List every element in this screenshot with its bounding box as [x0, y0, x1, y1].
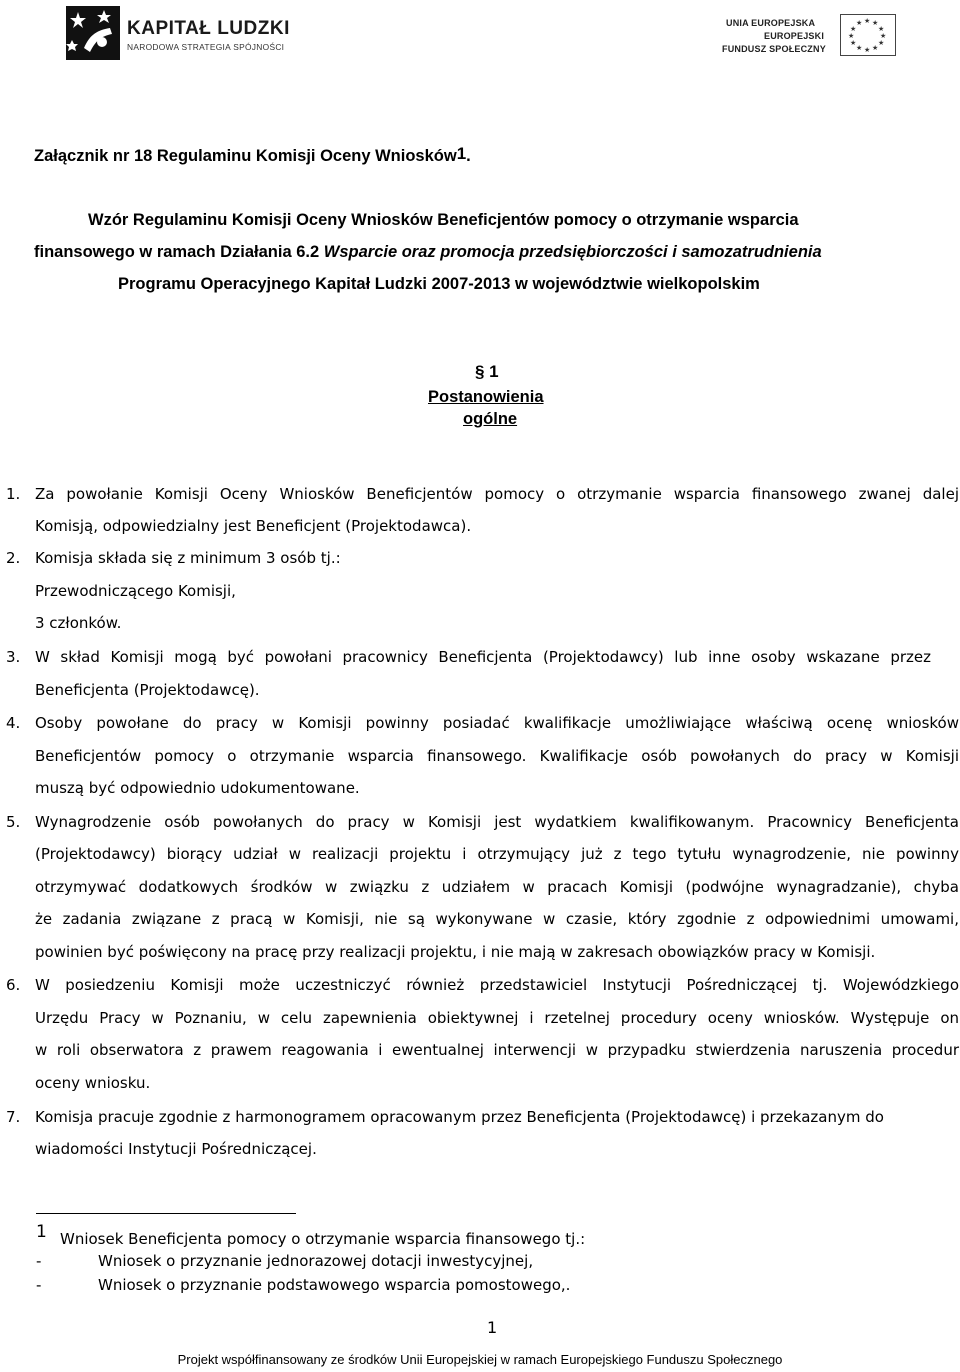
heading-line-1: Wzór Regulaminu Komisji Oceny Wniosków Beneficjentów pomocy o otrzymanie wsparcia	[88, 211, 799, 229]
footnote-bullet: Wniosek o przyznanie jednorazowej dotacji inwestycyjnej,	[98, 1252, 534, 1270]
logo-name: KAPITAŁ LUDZKI	[127, 18, 290, 39]
item-line: Wynagrodzenie osób powołanych do pracy w Komisji jest wydatkiem kwalifikowanym. Pracownicy Beneficjenta	[35, 813, 959, 831]
item-number: 6.	[6, 976, 21, 994]
item-number: 1.	[6, 485, 21, 503]
item-line: (Projektodawcy) biorący udział w realizacji projektu i otrzymujący już z tego tytułu wynagrodzenie, nie powinny	[35, 845, 959, 863]
footnote-mark: 1	[36, 1222, 47, 1242]
item-line: otrzymywać dodatkowych środków w związku z udziałem w pracach Komisji (podwójne wynagradzanie), chyba	[35, 878, 959, 896]
attachment-title	[34, 146, 471, 166]
footnote-dash: -	[36, 1252, 42, 1270]
footnote-intro: Wniosek Beneficjenta pomocy o otrzymanie wsparcia finansowego tj.:	[60, 1230, 586, 1248]
item-line: Komisją, odpowiedzialny jest Beneficjent (Projektodawca).	[35, 517, 472, 535]
page-number: 1	[487, 1318, 498, 1337]
attachment-title-text: Załącznik nr 18 Regulaminu Komisji Oceny Wniosków	[34, 147, 457, 165]
kapital-ludzki-emblem-icon	[64, 4, 122, 62]
item-line: Beneficjenta (Projektodawcę).	[35, 681, 260, 699]
item-line: powinien być poświęcony na pracę przy realizacji projektu, i nie mają w zakresach obowiązków pracy w Komisji.	[35, 943, 876, 961]
item-line: oceny wniosku.	[35, 1074, 151, 1092]
item-line: Beneficjentów pomocy o otrzymanie wsparcia finansowego. Kwalifikacje osób powołanych do pracy w Komisji	[35, 747, 959, 765]
item-line: W posiedzeniu Komisji może uczestniczyć również przedstawiciel Instytucji Pośredniczącej tj. Wojewódzkiego	[35, 976, 959, 994]
item-line: Za powołanie Komisji Oceny Wniosków Beneficjentów pomocy o otrzymanie wsparcia finansowego zwanej dalej	[35, 485, 959, 503]
heading-line-3: Programu Operacyjnego Kapitał Ludzki 2007-2013 w województwie wielkopolskim	[118, 275, 760, 293]
footnote-bullet: Wniosek o przyznanie podstawowego wsparcia pomostowego,.	[98, 1276, 571, 1294]
item-line: wiadomości Instytucji Pośredniczącej.	[35, 1140, 317, 1158]
eu-logo	[722, 14, 902, 64]
heading-action-name: Wsparcie oraz promocja przedsiębiorczości i samozatrudnienia	[323, 243, 822, 261]
footnote-reference: 1	[456, 144, 467, 163]
item-line: że zadania związane z pracą w Komisji, nie są wykonywane w czasie, który zgodnie z odpowiednimi umowami,	[35, 910, 959, 928]
item-line: Urzędu Pracy w Poznaniu, w celu zapewnienia obiektywnej i rzetelnej procedury oceny wniosków. Występuje on	[35, 1009, 959, 1027]
item-line: W skład Komisji mogą być powołani pracownicy Beneficjenta (Projektodawcy) lub inne osoby wskazane przez	[35, 648, 931, 666]
heading-line-2	[34, 243, 822, 262]
page-footer: Projekt współfinansowany ze środków Unii Europejskiej w ramach Europejskiego Funduszu Społecznego	[177, 1352, 783, 1367]
attachment-title-period: .	[466, 147, 471, 165]
item-number: 2.	[6, 549, 21, 567]
item-line: Przewodniczącego Komisji,	[35, 582, 236, 600]
item-line: Komisja pracuje zgodnie z harmonogramem opracowanym przez Beneficjenta (Projektodawcę) i przekazanym do	[35, 1108, 884, 1126]
heading-line-2a: finansowego w ramach Działania 6.2	[34, 243, 324, 261]
item-number: 7.	[6, 1108, 21, 1126]
section-title-line-2: ogólne	[463, 410, 518, 428]
item-line: Komisja składa się z minimum 3 osób tj.:	[35, 549, 341, 567]
item-number: 5.	[6, 813, 21, 831]
footnote-dash: -	[36, 1276, 42, 1294]
footnote-separator	[36, 1213, 296, 1214]
item-number: 3.	[6, 648, 21, 666]
logo-subtitle: NARODOWA STRATEGIA SPÓJNOŚCI	[127, 42, 285, 52]
section-sign: § 1	[475, 362, 499, 381]
item-number: 4.	[6, 714, 21, 732]
kapital-ludzki-logo	[64, 4, 290, 62]
item-line: Osoby powołane do pracy w Komisji powinny posiadać kwalifikacje umożliwiające właściwą ocenę wniosków	[35, 714, 959, 732]
section-title-line-1: Postanowienia	[428, 388, 544, 406]
item-line: w roli obserwatora z prawem reagowania i ewentualnej interwencji w przypadku stwierdzenia naruszenia procedur	[35, 1041, 959, 1059]
item-line: muszą być odpowiednio udokumentowane.	[35, 779, 360, 797]
eu-logo-line3: FUNDUSZ SPOŁECZNY	[722, 44, 826, 54]
item-line: 3 członków.	[35, 614, 122, 632]
eu-logo-line2: EUROPEJSKI	[764, 31, 825, 41]
eu-logo-line1: UNIA EUROPEJSKA	[726, 18, 816, 28]
eu-flag-icon: ★ ★ ★ ★ ★ ★ ★ ★ ★ ★ ★ ★	[840, 14, 896, 56]
